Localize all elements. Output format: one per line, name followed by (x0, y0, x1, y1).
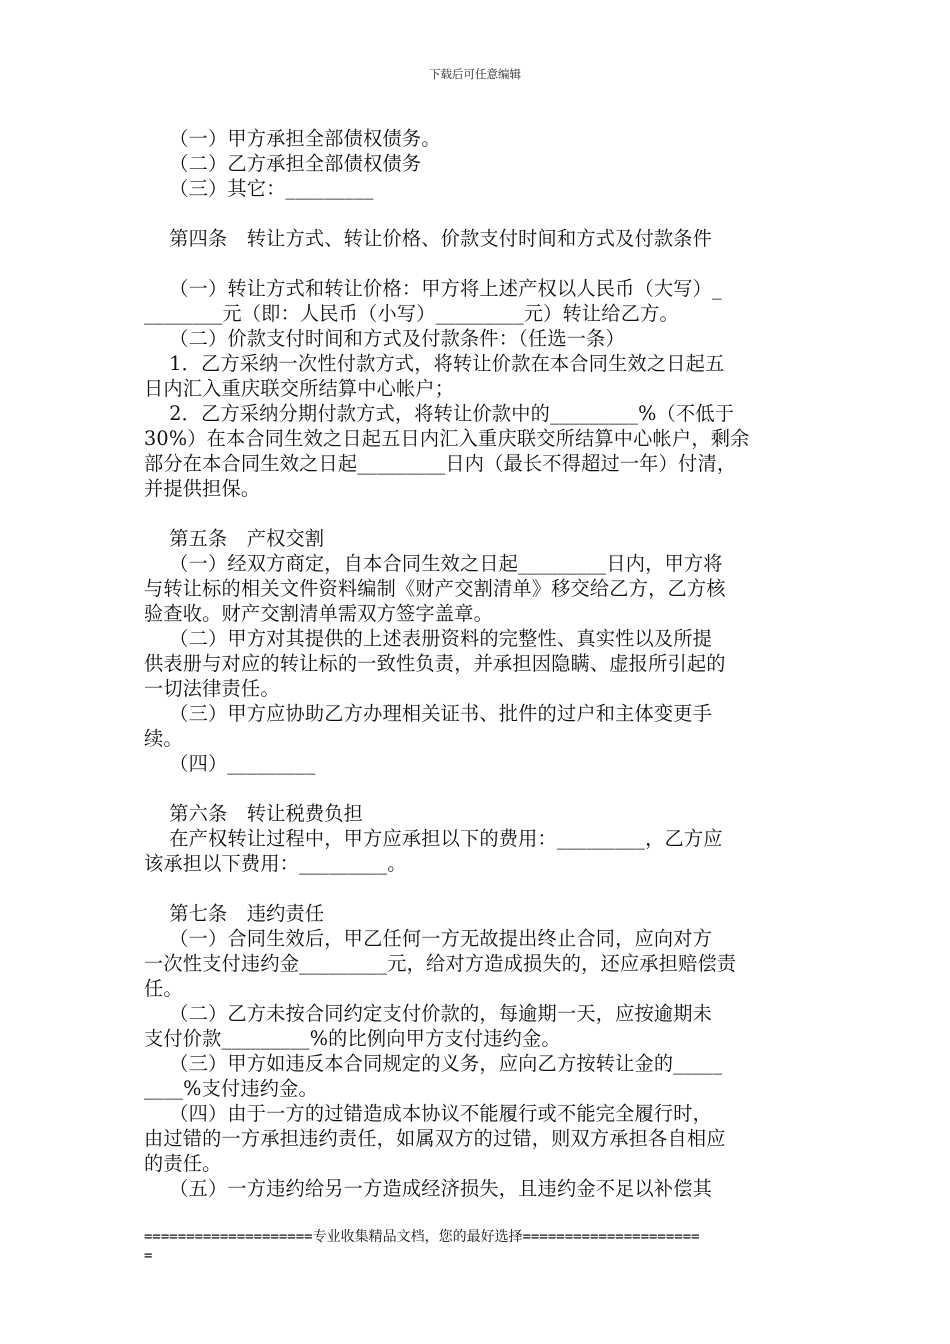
text-line: 2．乙方采纳分期付款方式，将转让价款中的_________%（不低于 (144, 402, 735, 425)
document-body (144, 126, 804, 1201)
footer-line-1: ====================专业收集精品文档，您的最好选择===================== (144, 1229, 700, 1245)
blank-line (144, 201, 804, 226)
text-line: 一切法律责任。 (144, 677, 280, 700)
text-line: （一）转让方式和转让价格：甲方将上述产权以人民币（大写）_ (144, 277, 722, 300)
text-line: （五）一方违约给另一方造成经济损失，且违约金不足以补偿其 (144, 1177, 713, 1200)
text-line: 部分在本合同生效之日起_________日内（最长不得超过一年）付清， (144, 452, 737, 475)
text-line: 并提供担保。 (144, 477, 261, 500)
text-line: （二）价款支付时间和方式及付款条件：（任选一条） (144, 327, 625, 350)
text-line: 第七条 违约责任 (144, 902, 325, 925)
blank-line (144, 251, 804, 276)
text-line: 第六条 转让税费负担 (144, 802, 364, 825)
text-line: 支付价款_________%的比例向甲方支付违约金。 (144, 1027, 561, 1050)
text-line: 30%）在本合同生效之日起五日内汇入重庆联交所结算中心帐户，剩余 (144, 427, 750, 450)
text-line: 任。 (144, 977, 183, 1000)
text-line: 在产权转让过程中，甲方应承担以下的费用：_________，乙方应 (144, 827, 723, 850)
blank-line (144, 501, 804, 526)
text-line: （一）甲方承担全部债权债务。 (144, 127, 441, 150)
page-footer (144, 1228, 814, 1266)
text-line: （二）乙方未按合同约定支付价款的，每逾期一天，应按逾期未 (144, 1002, 713, 1025)
text-line: 验查收。财产交割清单需双方签字盖章。 (144, 602, 493, 625)
text-line: 1．乙方采纳一次性付款方式，将转让价款在本合同生效之日起五 (144, 352, 725, 375)
blank-line (144, 876, 804, 901)
text-line: ________元（即：人民币（小写）_________元）转让给乙方。 (144, 302, 679, 325)
page-header: 下载后可任意编辑 (429, 67, 521, 81)
text-line: 第四条 转让方式、转让价格、价款支付时间和方式及付款条件 (144, 227, 713, 250)
text-line: （三）其它：_________ (144, 177, 374, 200)
text-line: （二）甲方对其提供的上述表册资料的完整性、真实性以及所提 (144, 627, 713, 650)
text-line: （三）甲方如违反本合同规定的义务，应向乙方按转让金的_____ (144, 1052, 723, 1075)
text-line: 与转让标的相关文件资料编制《财产交割清单》移交给乙方，乙方核 (144, 577, 726, 600)
text-line: 供表册与对应的转让标的一致性负责，并承担因隐瞒、虚报所引起的 (144, 652, 726, 675)
text-line: （一）经双方商定，自本合同生效之日起_________日内，甲方将 (144, 552, 723, 575)
text-line: 一次性支付违约金_________元，给对方造成损失的，还应承担赔偿责 (144, 952, 737, 975)
footer-line-2: = (144, 1248, 153, 1264)
text-line: 第五条 产权交割 (144, 527, 325, 550)
text-line: （三）甲方应协助乙方办理相关证书、批件的过户和主体变更手 (144, 702, 713, 725)
text-line: 由过错的一方承担违约责任，如属双方的过错，则双方承担各自相应 (144, 1127, 726, 1150)
text-line: （二）乙方承担全部债权债务 (144, 152, 422, 175)
text-line: （四）由于一方的过错造成本协议不能履行或不能完全履行时， (144, 1102, 713, 1125)
text-line: （四）_________ (144, 752, 316, 775)
text-line: ____%支付违约金。 (144, 1077, 318, 1100)
text-line: 该承担以下费用：_________。 (144, 852, 407, 875)
text-line: 日内汇入重庆联交所结算中心帐户； (144, 377, 455, 400)
text-line: （一）合同生效后，甲乙任何一方无故提出终止合同，应向对方 (144, 927, 713, 950)
text-line: 续。 (144, 727, 183, 750)
text-line: 的责任。 (144, 1152, 222, 1175)
blank-line (144, 776, 804, 801)
